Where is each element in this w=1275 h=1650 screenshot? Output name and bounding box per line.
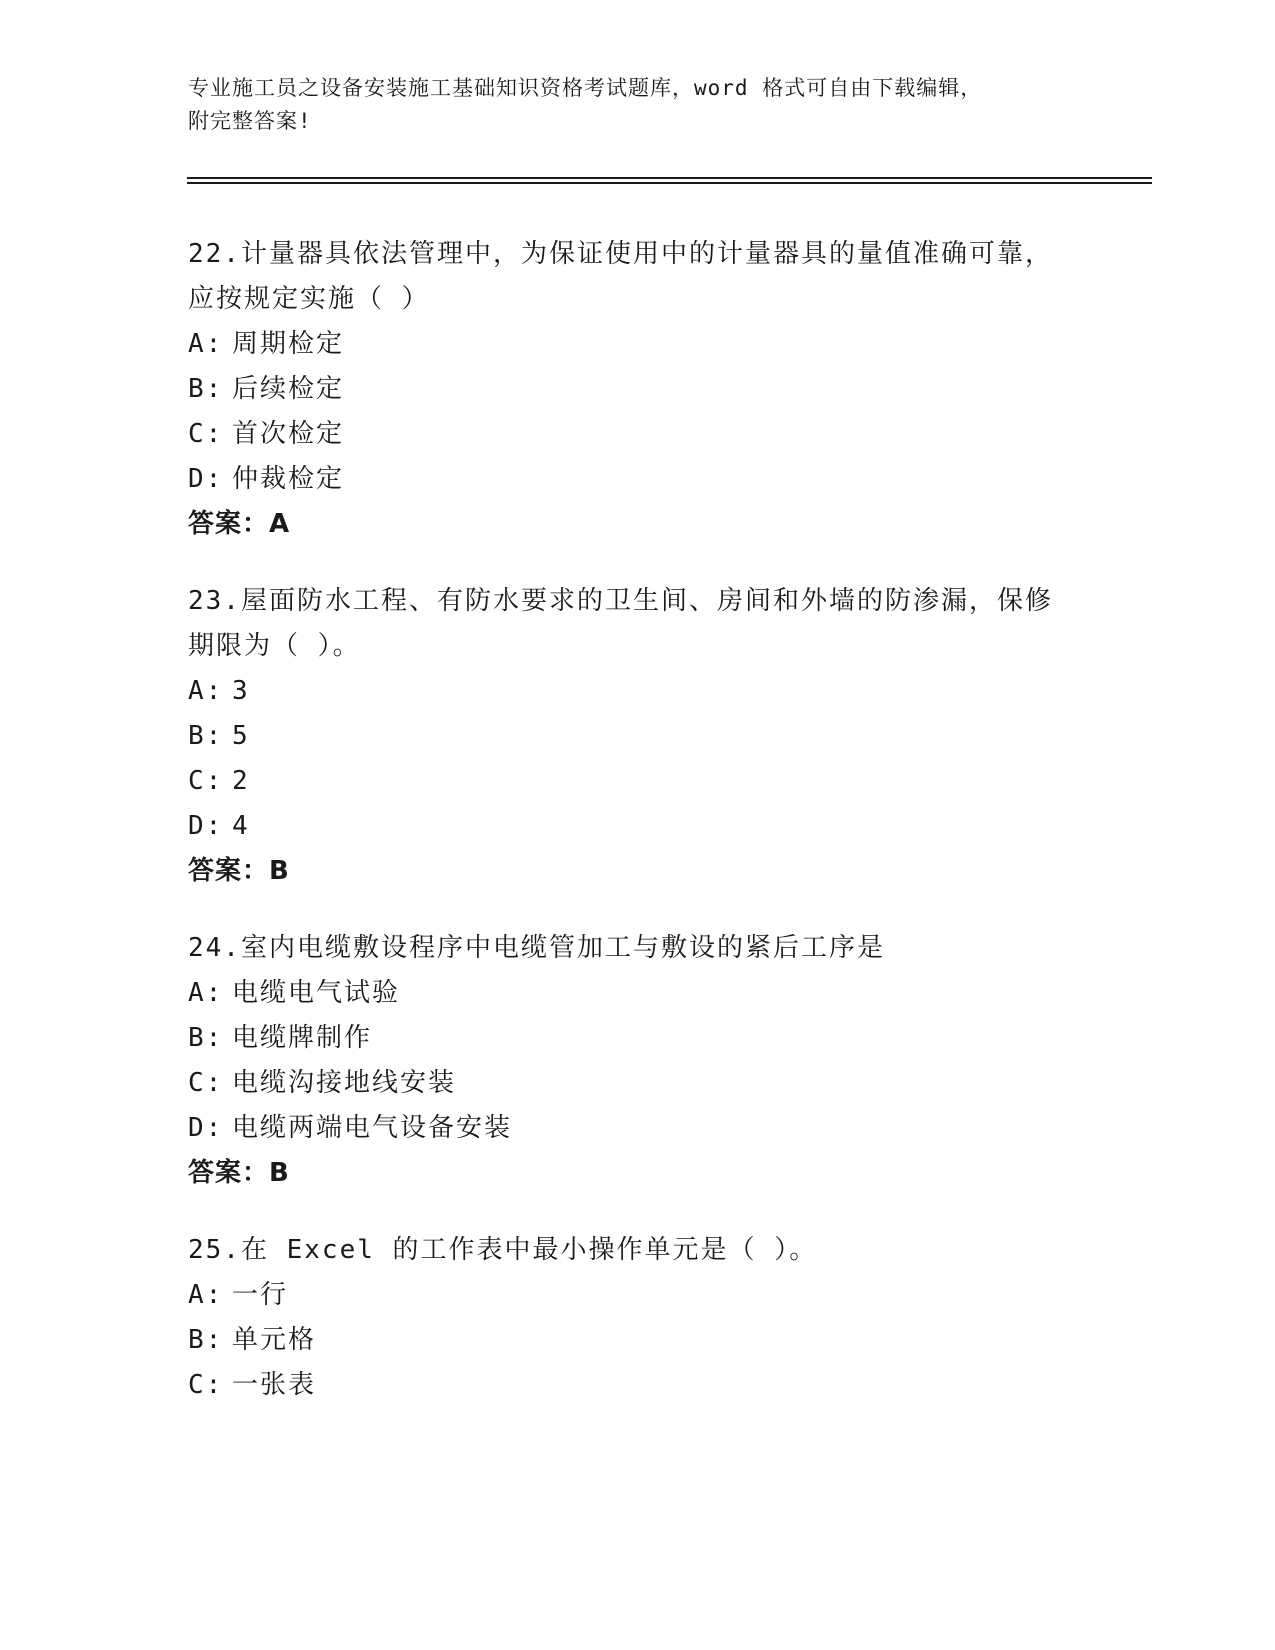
option-key: B: [188,1023,224,1053]
option-text: 周期检定 [232,329,345,359]
question-24 [188,926,1088,1196]
header-intro-line-2: 附完整答案! [188,109,312,133]
option-d [188,457,1088,502]
header-intro-line-1: 专业施工员之设备安装施工基础知识资格考试题库，word 格式可自由下载编辑， [188,76,983,100]
question-22 [188,232,1088,547]
option-text: 电缆两端电气设备安装 [232,1113,513,1143]
option-b [188,714,1088,759]
option-list [188,669,1088,849]
header-divider-bottom [187,182,1152,184]
option-text: 5 [232,721,250,751]
question-25 [188,1228,1088,1408]
question-stem [188,926,1088,971]
option-c [188,1363,1088,1408]
question-number: 25. [188,1235,241,1265]
option-key: D: [188,464,224,494]
option-key: A: [188,329,224,359]
question-text-line-1: 计量器具依法管理中，为保证使用中的计量器具的量值准确可靠， [240,239,1053,269]
header-divider-top [187,177,1152,179]
question-number: 24. [188,933,241,963]
option-text: 电缆电气试验 [232,978,401,1008]
option-list [188,1273,1088,1408]
option-key: C: [188,1068,224,1098]
option-text: 仲裁检定 [232,464,345,494]
option-list [188,322,1088,502]
option-key: B: [188,1325,224,1355]
question-text-line-1: 在 Excel 的工作表中最小操作单元是（ ）。 [240,1235,818,1265]
option-text: 一张表 [232,1370,317,1400]
option-key: C: [188,766,224,796]
option-key: A: [188,978,224,1008]
question-number: 22. [188,239,241,269]
question-stem [188,579,1088,669]
question-text-line-2: 应按规定实施（ ） [188,284,430,314]
option-c [188,759,1088,804]
option-key: A: [188,676,224,706]
answer-label: 答案：B [188,856,290,886]
option-key: C: [188,419,224,449]
option-b [188,367,1088,412]
option-b [188,1318,1088,1363]
option-text: 4 [232,811,250,841]
option-text: 电缆牌制作 [232,1023,373,1053]
question-number: 23. [188,586,241,616]
option-a [188,1273,1088,1318]
question-text-line-2: 期限为（ ）。 [188,631,361,661]
option-d [188,1106,1088,1151]
question-23 [188,579,1088,894]
option-key: A: [188,1280,224,1310]
option-d [188,804,1088,849]
option-key: D: [188,811,224,841]
option-a [188,971,1088,1016]
option-b [188,1016,1088,1061]
option-text: 3 [232,676,250,706]
document-header [188,72,1088,138]
answer-label: 答案：B [188,1158,290,1188]
option-c [188,1061,1088,1106]
question-stem [188,232,1088,322]
question-stem [188,1228,1088,1273]
question-text-line-1: 屋面防水工程、有防水要求的卫生间、房间和外墙的防渗漏，保修 [240,586,1053,616]
option-text: 首次检定 [232,419,345,449]
option-c [188,412,1088,457]
option-key: B: [188,374,224,404]
option-text: 2 [232,766,250,796]
option-text: 电缆沟接地线安装 [232,1068,457,1098]
question-text-line-1: 室内电缆敷设程序中电缆管加工与敷设的紧后工序是 [240,933,885,963]
option-text: 单元格 [232,1325,317,1355]
option-key: B: [188,721,224,751]
option-key: D: [188,1113,224,1143]
option-text: 后续检定 [232,374,345,404]
answer-label: 答案：A [188,509,291,539]
option-text: 一行 [232,1280,289,1310]
question-list [188,232,1088,1440]
option-key: C: [188,1370,224,1400]
option-a [188,669,1088,714]
option-a [188,322,1088,367]
option-list [188,971,1088,1151]
